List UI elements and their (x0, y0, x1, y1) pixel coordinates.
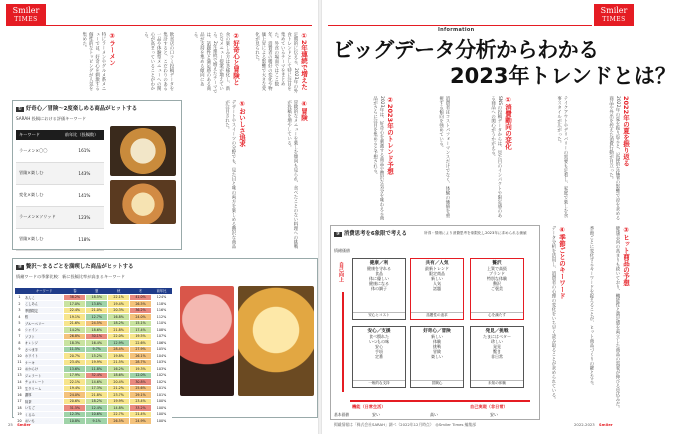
quadrant-line: 人気 (433, 281, 441, 286)
seasonal-cell: 38.2% (64, 294, 86, 301)
seasonal-table (14, 288, 172, 425)
seasonal-cell: 26.1% (130, 353, 152, 360)
section-head-left-3: ③ラーメン (108, 32, 116, 66)
ratio-cell: 123% (62, 206, 104, 228)
seasonal-cell: 9 (15, 346, 25, 353)
left-footer (8, 422, 31, 427)
diagram-title (334, 229, 407, 237)
seasonal-cell: 28.4% (108, 346, 130, 353)
quadrant-line: 新しい (431, 276, 443, 281)
quadrant-cell (470, 258, 524, 320)
dish-photo (110, 180, 176, 224)
seasonal-cell: 21.5% (108, 359, 130, 366)
seasonal-cell: 18 (15, 405, 25, 412)
text-column-left-2: 食の楽しみ方は多様化し、新たなメニュー提案が増えている。2年連続で増えたテーマでは、話題性と満足感のある商品が支持を集める傾向にある。 (192, 32, 230, 94)
section-head-left-1: ①2年連続で増えた (300, 32, 308, 91)
quadrant-line: 非日常 (491, 354, 503, 359)
seasonal-cell: 桜 (24, 314, 63, 321)
keyword-table-header: キーワード (16, 130, 62, 140)
price-label: 安い (490, 412, 498, 417)
seasonal-cell: 4 (15, 314, 25, 321)
quadrant-title: 健康／利 (369, 261, 389, 266)
quadrant-line: 限定商品 (429, 271, 445, 276)
seasonal-cell: 12 (15, 366, 25, 373)
quadrant-line: 食べ慣れた (369, 334, 389, 339)
seasonal-cell: 10.8% (64, 418, 86, 425)
seasonal-cell: 26.5% (108, 418, 130, 425)
quadrant-cell (352, 326, 406, 388)
section-head-left-4: ④冒険 (300, 100, 308, 121)
seasonal-cell: 19.3% (130, 366, 152, 373)
quadrant-line: 体に優しい (369, 276, 389, 281)
seasonal-cell: 124% (152, 294, 172, 301)
seasonal-cell: ソフト (24, 333, 63, 340)
seasonal-cell: 107% (152, 333, 172, 340)
seasonal-cell: 26.5% (130, 301, 152, 308)
seasonal-cell: 14.2% (64, 327, 86, 334)
quadrant-line: 発見 (493, 344, 501, 349)
seasonal-cell: 19.4% (108, 301, 130, 308)
seasonal-cell: 32.4% (86, 372, 108, 379)
seasonal-cell: 19.9% (108, 398, 130, 405)
seasonal-cell: ホワイト (24, 353, 63, 360)
seasonal-cell: 20 (15, 418, 25, 425)
seasonal-cell: 15 (15, 385, 25, 392)
seasonal-cell: 18.5% (86, 294, 108, 301)
section-head-right-3: ②2023年のトレンド予想 (386, 96, 394, 175)
seasonal-cell: 濃厚 (24, 392, 63, 399)
seasonal-cell: 21.8% (108, 327, 130, 334)
seasonal-cell: 19 (15, 411, 25, 418)
infobox-title-text: 好奇心／冒険〜2度楽しめる商品がヒットする (25, 106, 138, 112)
seasonal-cell: 9.7% (86, 346, 108, 353)
quadrant-line: 特別な体験 (487, 276, 507, 281)
quadrant-foot: 心を満たす (471, 312, 523, 318)
diagram-x-axis-arrow (350, 400, 530, 402)
seasonal-cell: 18.2% (86, 398, 108, 405)
page-title-line1: ビッグデータ分析からわかる (333, 38, 599, 62)
brand-logo-right (594, 4, 634, 26)
right-footer (574, 422, 613, 427)
seasonal-cell: 22.1% (108, 294, 130, 301)
seasonal-cell: 101% (152, 385, 172, 392)
seasonal-cell: 105% (152, 346, 172, 353)
quadrant-line: 最新トレンド (425, 266, 449, 271)
seasonal-table-header: 夏 (86, 288, 108, 294)
footer-brand-right: Smiler (598, 422, 613, 427)
seasonal-cell: 15.1% (130, 320, 152, 327)
seasonal-cell: 18.3% (64, 340, 86, 347)
seasonal-cell: こしあん (24, 301, 63, 308)
seasonal-cell: おいも (24, 418, 63, 425)
page-number-left: 25 (8, 422, 13, 427)
quadrant-line: たまにはベター (483, 334, 511, 339)
keyword-cell: 冒険×楽しむ (16, 228, 62, 250)
seasonal-cell: 2 (15, 301, 25, 308)
seasonal-cell: 116% (152, 307, 172, 314)
seasonal-cell: 14.8% (108, 405, 130, 412)
quadrant-line: ご褒美 (491, 286, 503, 291)
seasonal-cell: 19.8% (108, 353, 130, 360)
seasonal-cell: 33.2% (130, 405, 152, 412)
quadrant-line: 健康になる (369, 281, 389, 286)
keyword-cell: 冒険×楽しむ (16, 162, 62, 184)
info-tag: Information (438, 27, 475, 33)
seasonal-cell: いちご (24, 405, 63, 412)
quadrant-title: 安心／支援 (367, 329, 391, 334)
seasonal-cell: 16.2% (108, 366, 130, 373)
seasonal-cell: 36.2% (130, 307, 152, 314)
quadrant-line: 上質で高級 (487, 266, 507, 271)
seasonal-cell: 15.2% (86, 353, 108, 360)
ratio-cell: 118% (62, 228, 104, 250)
infobox-keywords-subtitle: SARAH 投稿における評価キーワード (16, 116, 87, 121)
seasonal-cell: 12.3% (64, 411, 86, 418)
seasonal-cell: 25.6% (130, 385, 152, 392)
seasonal-cell: 16.8% (108, 314, 130, 321)
infobox-badge: ② (18, 265, 22, 270)
seasonal-cell: 118% (152, 301, 172, 308)
header-rule-right (328, 25, 592, 26)
seasonal-cell: 1 (15, 294, 25, 301)
seasonal-cell: 3 (15, 307, 25, 314)
diagram-subtitle: 所得・情緒により消費思考を象限化し2023年に求められる価値 (424, 231, 527, 235)
quadrant-foot: 未知の体験 (471, 380, 523, 386)
seasonal-cell: 23.4% (130, 398, 152, 405)
seasonal-cell: くるみ (24, 411, 63, 418)
seasonal-cell: 8 (15, 340, 25, 347)
seasonal-cell: 10 (15, 353, 25, 360)
brand-logo-left (6, 4, 46, 26)
seasonal-cell: 11.5% (64, 346, 86, 353)
text-column-right-7: 季節ごとに変化するキーワードを捉えることが、ヒット商品づくりの鍵となる。 (589, 226, 594, 388)
seasonal-cell: 30.1% (86, 333, 108, 340)
seasonal-cell: 19.9% (86, 359, 108, 366)
seasonal-cell: 19.4% (64, 385, 86, 392)
seasonal-table-header: 春 (64, 288, 86, 294)
text-column-right-8: データ分析を活用し、消費者の心理の変化をいち早く読み取ることが求められている。 (551, 226, 556, 402)
seasonal-cell: 21.8% (86, 392, 108, 399)
seasonal-cell: 16.4% (86, 340, 108, 347)
seasonal-cell: 100% (152, 411, 172, 418)
quadrant-title: 好奇心／冒険 (423, 329, 451, 334)
seasonal-cell: 12.0% (130, 372, 152, 379)
brand-name: Smiler (12, 6, 40, 15)
seasonal-table-header: 前年比 (152, 288, 172, 294)
seasonal-cell: 101% (152, 392, 172, 399)
seasonal-cell: 19.1% (64, 314, 86, 321)
brand-sub: TIMES (14, 16, 38, 23)
keyword-table-header: 前年比（投稿数） (62, 130, 104, 140)
seasonal-cell: 103% (152, 359, 172, 366)
seasonal-cell: 24.0% (130, 314, 152, 321)
keyword-table (16, 130, 104, 251)
seasonal-cell: ジェラート (24, 372, 63, 379)
seasonal-table-header: キーワード (24, 288, 63, 294)
footer-note: 掲載情報は「株式会社SARAH」調べ（2022年12月時点） ◎Smiler Times 編集部 (334, 422, 477, 427)
seasonal-row (15, 418, 172, 425)
seasonal-cell: 21.6% (64, 320, 86, 327)
seasonal-cell: 生クリーム (24, 385, 63, 392)
price-label: 高い (430, 412, 438, 417)
keyword-cell: ラーメン×〇〇 (16, 140, 62, 162)
text-column-left-4: 特にラーメンやグルメ系メニューでは、好奇心を刺激する個性的なトッピングが人気を集めた。 (81, 32, 106, 91)
seasonal-cell: 17.9% (64, 372, 86, 379)
seasonal-cell: 14 (15, 379, 25, 386)
seasonal-cell: 102% (152, 372, 172, 379)
seasonal-cell: シャイン (24, 327, 63, 334)
diagram-row-label: 基本価値 (334, 412, 350, 417)
seasonal-cell: 12.4% (86, 405, 108, 412)
text-column-left-5: 冒険的なメニューを楽しむ傾向も見られ、食べたことのない料理への挑戦が投稿を増やしている。 (286, 100, 298, 249)
seasonal-cell: 108% (152, 327, 172, 334)
quadrant-line: いつもの味 (369, 339, 389, 344)
seasonal-cell: 29.1% (130, 392, 152, 399)
quadrant-line: 手頃 (375, 349, 383, 354)
seasonal-cell: 20.7% (64, 353, 86, 360)
seasonal-cell: 102% (152, 379, 172, 386)
quadrant-line: 珍しい (491, 339, 503, 344)
infobox-title-text: 贅沢〜まるごとを満喫した商品がヒットする (25, 264, 134, 270)
keyword-row (16, 140, 104, 162)
keyword-table-body (16, 140, 104, 250)
quadrant-foot: 安心とコスト (353, 312, 405, 318)
infobox-seasonal-subtitle: 情緒ワードの季節比較：新に投稿比率が高まるキーワード (16, 274, 125, 279)
quadrant-cell (352, 258, 406, 320)
seasonal-cell: 103% (152, 366, 172, 373)
seasonal-cell: あんこ (24, 294, 63, 301)
seasonal-cell: 23.7% (108, 392, 130, 399)
section-head-right-1: 2022年の夏を振り返る (622, 96, 630, 167)
seasonal-cell: 22.6% (130, 340, 152, 347)
seasonal-cell: 22.0% (108, 333, 130, 340)
keyword-cell: 変化×楽しむ (16, 184, 62, 206)
seasonal-cell: 季節限定 (24, 307, 63, 314)
seasonal-cell: 18.2% (108, 320, 130, 327)
seasonal-cell: 24.0% (64, 392, 86, 399)
keyword-row (16, 206, 104, 228)
seasonal-cell: 106% (152, 340, 172, 347)
seasonal-cell: 21.0% (86, 307, 108, 314)
text-column-right-2: テイクアウトやデリバリーの需要も定着し、家庭で楽しむ食事スタイルが広がった。 (556, 96, 568, 218)
seasonal-cell: 20.6% (64, 398, 86, 405)
header-rule-left (46, 25, 312, 26)
section-head-left-5: ⑤おいしさ追求 (238, 100, 246, 147)
quadrant-cell (410, 258, 464, 320)
seasonal-cell: ケーキ (24, 359, 63, 366)
quadrant-foot: 一般的な支持 (353, 380, 405, 386)
quadrant-line: 話題 (433, 286, 441, 291)
seasonal-cell: 20.3% (108, 307, 130, 314)
seasonal-cell: 11 (15, 359, 25, 366)
keyword-row (16, 184, 104, 206)
quadrant-line: 新しい (431, 334, 443, 339)
seasonal-cell: 41.0% (130, 294, 152, 301)
quadrant-cell (470, 326, 524, 388)
seasonal-cell: 13 (15, 372, 25, 379)
section-head-right-2: ①消費動向の変化 (504, 96, 512, 150)
seasonal-cell: 27.9% (130, 346, 152, 353)
seasonal-table-header: 秋 (108, 288, 130, 294)
seasonal-cell: 17 (15, 398, 25, 405)
text-column-right-1: 2022年の夏を振り返ると、記録的な猛暑の影響で涼を求める商品や外出を控えた消費行動が目立った。 (608, 96, 620, 221)
page-title-line2: 2023年トレンドとは？ (450, 64, 676, 88)
page-gutter (318, 0, 322, 434)
seasonal-cell: おからけ (24, 366, 63, 373)
quadrant-line: 定番 (375, 354, 383, 359)
brand-sub: TIMES (602, 16, 626, 23)
quadrant-line: 挑戦 (433, 344, 441, 349)
seasonal-cell: 19.5% (130, 333, 152, 340)
seasonal-cell: 5 (15, 320, 25, 327)
seasonal-cell: オレンジ (24, 340, 63, 347)
text-column-right-5: 2023年は、好奇心を刺激する商品や贅沢な気分を味わえる商品がさらに注目を集めると予想される。 (372, 96, 384, 221)
seasonal-cell: 21.4% (130, 411, 152, 418)
seasonal-cell: 100% (152, 418, 172, 425)
seasonal-cell: 26.8% (64, 333, 86, 340)
quadrant-title: 共有／人気 (425, 261, 449, 266)
seasonal-cell: 12.9% (108, 340, 130, 347)
quadrant-line: 体験 (433, 339, 441, 344)
ramen-photo (110, 126, 176, 176)
dessert-photo (180, 286, 234, 396)
text-column-right-6: 健康志向の高まりも続いており、機能性と満足感を両立した商品の需要が伸びる見込みだ。 (615, 226, 620, 411)
price-label: 安い (372, 412, 380, 417)
seasonal-table-header: 冬 (130, 288, 152, 294)
seasonal-cell: 10.6% (86, 411, 108, 418)
ratio-cell: 161% (62, 140, 104, 162)
text-column-right-4: 消費者はコストパフォーマンスだけでなく、体験の価値を重視する傾向を強めている。 (438, 96, 450, 218)
seasonal-cell: 18.6% (108, 372, 130, 379)
seasonal-cell: 104% (152, 353, 172, 360)
text-column-left-3: 飲食店の口コミ投稿データを集計すると、こだわりのある一品や体験型メニューへの関心が高まっていることがわかる。 (143, 32, 174, 91)
seasonal-table-body (15, 294, 172, 424)
diagram-y-axis-arrow (342, 292, 344, 392)
text-column-left-6: デザートやスイーツの分野でも、見た目と味の両方を楽しめる贅沢な商品が注目された。 (224, 100, 236, 249)
seasonal-cell: 22.4% (64, 307, 86, 314)
diagram-y-axis-label: 自己向上 (338, 262, 344, 282)
seasonal-cell: 100% (152, 398, 172, 405)
seasonal-cell: チョコレート (24, 379, 63, 386)
seasonal-cell: 7 (15, 333, 25, 340)
seasonal-cell: 6 (15, 327, 25, 334)
section-head-left-2: ②好奇心と冒険と (232, 32, 240, 86)
diagram-badge: ③ (336, 232, 340, 237)
quadrant-line: 冒険 (433, 349, 441, 354)
section-head-right-5: ④季節ごとのキーワード (558, 226, 566, 299)
seasonal-cell: 31.5% (64, 405, 86, 412)
seasonal-cell: 9.1% (86, 418, 108, 425)
seasonal-cell: 24.5% (86, 320, 108, 327)
seasonal-cell: 21.2% (108, 385, 130, 392)
footer-brand-left: Smiler (17, 422, 31, 427)
ratio-cell: 143% (62, 162, 104, 184)
seasonal-cell: 13.6% (64, 366, 86, 373)
page-number-right: 2022-2023 (574, 422, 595, 427)
quadrant-line: 健康を守れる (367, 266, 391, 271)
seasonal-cell: 17.0% (64, 301, 86, 308)
pancake-photo (238, 286, 314, 396)
quadrant-line: 食品 (375, 271, 383, 276)
consumer-quadrant-diagram (330, 225, 540, 420)
seasonal-cell: 30.8% (130, 379, 152, 386)
seasonal-cell: 23.4% (64, 359, 86, 366)
text-column-left-1: 定期的に伝える、2023年の外食トレンドとして特に注目を集めているテーマをまとめた。外食の場面ではここ数年、消費者の嗜好の変化や物価上昇による影響で大きな変化が見られた。 (254, 32, 298, 94)
seasonal-cell: 13.8% (86, 301, 108, 308)
diagram-title-text: 消費思考を6象限で考える (343, 231, 407, 237)
seasonal-cell: 110% (152, 320, 172, 327)
seasonal-cell: 14.6% (86, 379, 108, 386)
seasonal-cell: 20.4% (108, 379, 130, 386)
diagram-side-label: 情緒価値 (334, 248, 350, 253)
quadrant-cell (410, 326, 464, 388)
infobox-keywords-title (16, 104, 137, 112)
infobox-seasonal-title (16, 262, 133, 270)
ratio-cell: 141% (62, 184, 104, 206)
diagram-x-axis-left: 機能（日常生活） (352, 404, 386, 409)
seasonal-cell: 18.6% (86, 327, 108, 334)
seasonal-cell: 11.8% (86, 366, 108, 373)
quadrant-foot: 話題性の追求 (411, 312, 463, 318)
seasonal-cell: 22.7% (108, 411, 130, 418)
diagram-x-axis-right: 自己実現（非日常） (470, 404, 508, 409)
quadrant-line: 驚き (493, 349, 501, 354)
seasonal-cell: 22.1% (64, 379, 86, 386)
keyword-cell: ラーメン×ソリッド (16, 206, 62, 228)
infobox-badge: ① (18, 107, 22, 112)
seasonal-cell: 112% (152, 314, 172, 321)
quadrant-title: 発見／挑戦 (485, 329, 509, 334)
quadrant-line: 安心 (375, 344, 383, 349)
seasonal-cell: ブルーベリー (24, 320, 63, 327)
quadrant-foot: 冒険心 (411, 380, 463, 386)
seasonal-cell: 抹茶 (24, 398, 63, 405)
seasonal-cell: 17.4% (130, 327, 152, 334)
seasonal-cell: 28.7% (130, 359, 152, 366)
keyword-row (16, 228, 104, 250)
seasonal-cell: 24.9% (130, 418, 152, 425)
keyword-row (16, 162, 104, 184)
text-column-right-3: SNSの投稿データからは、見た目のインパクトや限定感のある商品への関心がうかがえる。 (490, 96, 502, 218)
seasonal-cell: 100% (152, 405, 172, 412)
quadrant-line: 体の調子 (371, 286, 387, 291)
seasonal-cell: 12.7% (86, 314, 108, 321)
quadrant-line: ブランド (489, 271, 505, 276)
seasonal-cell: 17.3% (86, 385, 108, 392)
quadrant-line: 楽しい (431, 354, 443, 359)
quadrant-line: 贅沢 (493, 281, 501, 286)
section-head-right-4: ③ヒット商品の予想 (622, 226, 630, 286)
seasonal-cell: さつま芋 (24, 346, 63, 353)
quadrant-title: 贅沢 (492, 261, 502, 266)
seasonal-cell: 16 (15, 392, 25, 399)
brand-name: Smiler (600, 6, 628, 15)
